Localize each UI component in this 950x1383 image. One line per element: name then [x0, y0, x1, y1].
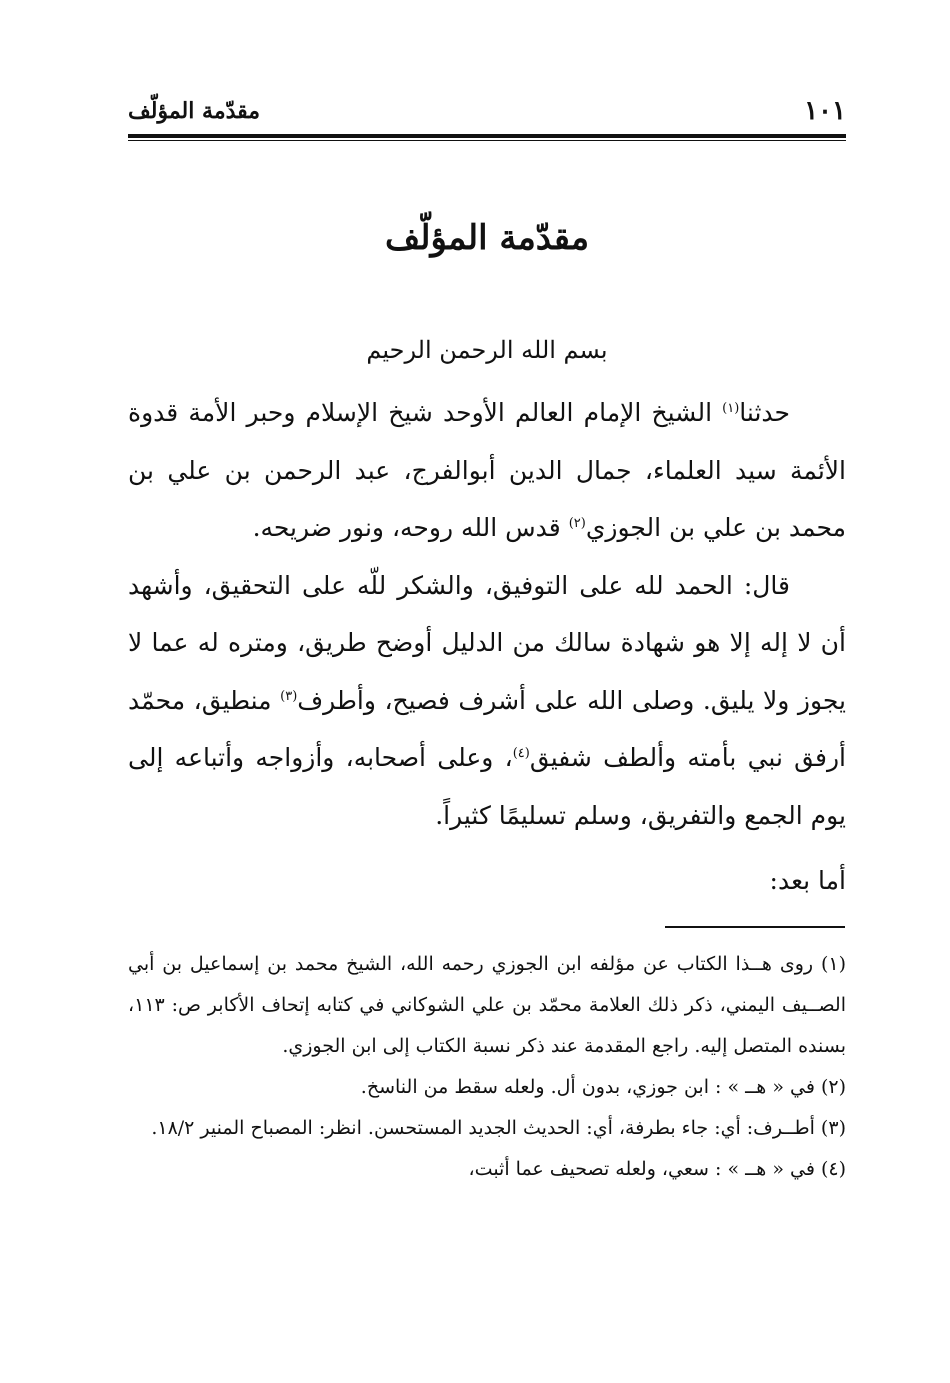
chapter-title: مقدّمة المؤلّف: [384, 218, 590, 258]
amma-baad: أما بعد:: [769, 866, 846, 895]
footnote-4: (٤) في « هــ » : سعي، ولعله تصحيف عما أثبت،: [468, 1158, 846, 1180]
footnote-ref: (٤): [512, 746, 530, 761]
footnote-ref: (٣): [280, 688, 298, 704]
footnote-ref: (١): [722, 401, 740, 416]
paragraph-text: منطيق، محمّد أرفق نبي بأمته وألطف شفيق: [128, 685, 846, 772]
paragraph-text: الشيخ الإمام العالم الأوحد شيخ الإسلام وحبر الأمة قدوة الأئمة سيد العلماء، جمال الدين أبوالفرج، عبد الرحمن بن علي بن محمد بن علي بن الجوزي: [128, 398, 846, 542]
paragraph-text: ، وعلى أصحابه، وأزواجه وأتباعه إلى يوم الجمع والتفريق، وسلم تسليمًا كثيراً.: [128, 743, 846, 830]
page-number: ١٠١: [804, 96, 846, 126]
main-text: [128, 384, 846, 844]
footnotes: [128, 944, 846, 1190]
footnote-separator: [665, 926, 845, 928]
footnote-3: (٣) أطــرف: أي: جاء بطرفة، أي: الحديث الجديد المستحسن. انظر: المصباح المنير ١٨/٢.: [151, 1117, 846, 1139]
header-rule-thin: [128, 140, 846, 141]
paragraph-1: [128, 384, 846, 557]
paragraph-text: قدس الله روحه، ونور ضريحه.: [252, 513, 569, 542]
basmala: بسم الله الرحمن الرحيم: [366, 336, 608, 364]
paragraph-2: [128, 557, 846, 845]
running-header: [128, 92, 846, 132]
header-rule: [128, 134, 846, 138]
paragraph-text: حدثنا: [739, 398, 790, 427]
footnote-1: (١) روى هــذا الكتاب عن مؤلفه ابن الجوزي رحمه الله، الشيخ محمد بن إسماعيل بن أبي الصــيف اليمني، ذكر ذلك العلامة محمّد بن علي الشوكاني في كتابه إتحاف الأكابر ص: ١١٣، بسنده المتصل إليه. راجع المقدمة عند ذكر نسبة الكتاب إلى ابن الجوزي.: [128, 953, 846, 1057]
paragraph-text: قال: الحمد لله على التوفيق، والشكر للّه على التحقيق، وأشهد أن لا إله إلا هو شهادة سالك من الدليل أوضح طريق، ومتره له عما لا يجوز ولا يليق. وصلى الله على أشرف فصيح، وأطرف: [128, 570, 846, 715]
footnote-ref: (٢): [568, 516, 586, 531]
running-title: مقدّمة المؤلّف: [128, 98, 261, 124]
footnote-2: (٢) في « هــ » : ابن جوزي، بدون أل. ولعله سقط من الناسخ.: [360, 1076, 846, 1098]
